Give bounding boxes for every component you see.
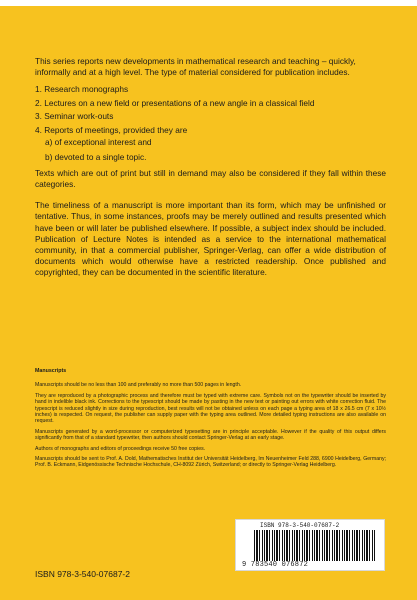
- manuscripts-paragraph-4: Authors of monographs and editors of proceedings receive 50 free copies.: [35, 445, 206, 452]
- category-item-4: [35, 125, 386, 163]
- manuscripts-paragraph-3: Manuscripts generated by a word-processor or computerized typesetting are in principle acceptable. However if the quality of this output differs significantly from that of a standard typewriter, then authors should contact Springer-Verlag at an early stage.: [35, 428, 386, 442]
- timeliness-paragraph: The timeliness of a manuscript is more important than its form, which may be unfinished or tentative. Thus, in some instances, proofs may be merely outlined and results presented which have been or will later be published elsewhere. If possible, a subject index should be included. Publication of Lecture Notes is intended as a service to the international mathematical community, in that a commercial publisher, Springer-Verlag, can offer a wide distribution of documents which would otherwise have a restricted readership. Once published and copyrighted, they can be documented in the scientific literature.: [35, 200, 386, 277]
- description-content: [35, 56, 386, 288]
- barcode-bars: [254, 530, 376, 561]
- manuscripts-section: [35, 368, 386, 473]
- meeting-condition-b: b) devoted to a single topic.: [45, 151, 147, 162]
- category-item-3: 3. Seminar work-outs: [35, 111, 114, 122]
- out-of-print-paragraph: Texts which are out of print but still in demand may also be considered if they fall within these categories.: [35, 168, 386, 190]
- category-item-2: 2. Lectures on a new field or presentations of a new angle in a classical field: [35, 97, 315, 108]
- manuscripts-paragraph-2: They are reproduced by a photographic process and therefore must be typed with extreme care. Symbols not on the typewriter should be inserted by hand in indelible black ink. Corrections to the typescript should be made by pasting in the new text or painting out errors with white correction fluid. The typescript is reduced slightly in size during reproduction, best results will not be obtained unless on each page a typing area of 18 x 26.5 cm (7 x 10½ inches) is respected. On request, the publisher can supply paper with the typing area outlined. More detailed typing instructions are also available on request.: [35, 392, 386, 425]
- meeting-conditions-list: [45, 137, 386, 162]
- manuscripts-title: Manuscripts: [35, 368, 67, 374]
- manuscripts-paragraph-1: Manuscripts should be no less than 100 and preferably no more than 500 pages in length.: [35, 382, 242, 389]
- barcode-number: 9 783540 076872: [242, 561, 309, 569]
- category-item-4-text: 4. Reports of meetings, provided they are: [35, 124, 188, 135]
- manuscripts-paragraph-5: Manuscripts should be sent to Prof. A. Dold, Mathematisches Institut der Universität Heidelberg, Im Neuenheimer Feld 288, 6900 Heidelberg, Germany; Prof. B. Eckmann, Eidgenössische Technische Hochschule, CH-8092 Zürich, Switzerland; or directly to Springer-Verlag Heidelberg.: [35, 456, 386, 469]
- footer-isbn: ISBN 978-3-540-07687-2: [35, 569, 130, 579]
- meeting-condition-a: a) of exceptional interest and: [45, 137, 152, 148]
- publication-categories-list: [35, 84, 386, 162]
- isbn-barcode: [235, 519, 385, 571]
- barcode-isbn-text: ISBN 978-3-540-07687-2: [260, 522, 340, 529]
- series-description: This series reports new developments in mathematical research and teaching – quickly, informally and at a high level. The type of material considered for publication includes.: [35, 56, 356, 78]
- category-item-1: 1. Research monographs: [35, 84, 129, 95]
- top-white-strip: [0, 0, 417, 6]
